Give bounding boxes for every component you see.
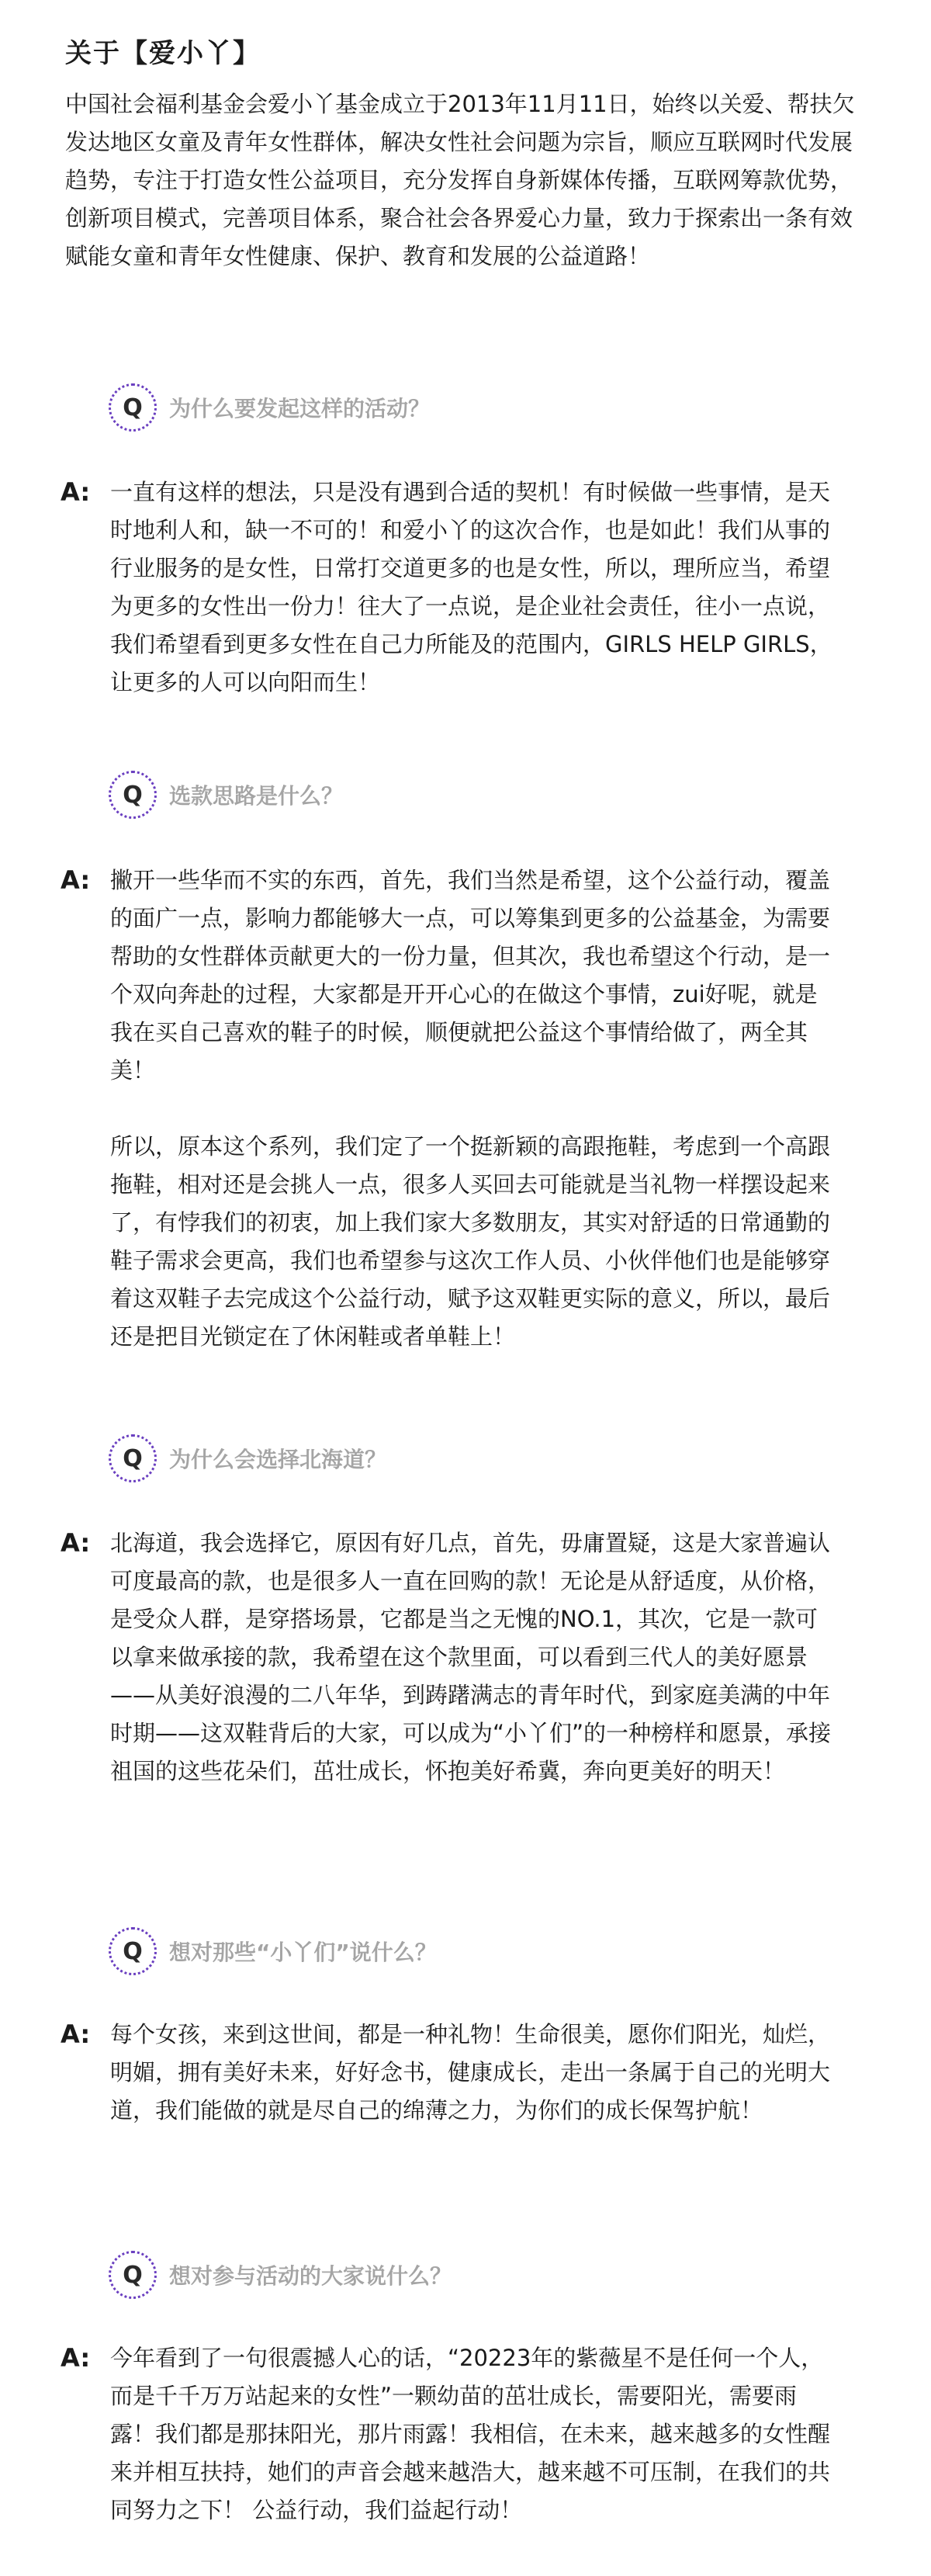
answer-paragraph: 所以，原本这个系列，我们定了一个挺新颖的高跟拖鞋，考虑到一个高跟拖鞋，相对还是会挑人一点，很多人买回去可能就是当礼物一样摆设起来了，有悖我们的初衷，加上我们家大多数朋友，其实对舒适的日常通勤的鞋子需求会更高，我们也希望参与这次工作人员、小伙伴他们也是能够穿着这双鞋子去完成这个公益行动，赋予这双鞋更实际的意义，所以，最后还是把目光锁定在了休闲鞋或者单鞋上！ <box>110 1133 831 1350</box>
question-text: 为什么要发起这样的活动？ <box>169 396 431 421</box>
question-4 <box>109 1927 437 1975</box>
answer-3 <box>61 1524 836 1791</box>
answer-label: A: <box>61 1528 91 1558</box>
q-badge-icon: Q <box>109 383 157 432</box>
question-5 <box>109 2251 452 2299</box>
question-text: 想对那些“小丫们”说什么？ <box>169 1940 437 1965</box>
intro-body: 中国社会福利基金会爱小丫基金成立于2013年11月11日，始终以关爱、帮扶欠发达地区女童及青年女性群体，解决女性社会问题为宗旨，顺应互联网时代发展趋势，专注于打造女性公益项目，充分发挥自身新媒体传播，互联网筹款优势，创新项目模式，完善项目体系，聚合社会各界爱心力量，致力于探索出一条有效赋能女童和青年女性健康、保护、教育和发展的公益道路！ <box>65 91 855 269</box>
answer-4 <box>61 2016 836 2130</box>
q-badge-icon: Q <box>109 2251 157 2299</box>
answer-body <box>110 1524 836 1791</box>
question-text: 选款思路是什么？ <box>169 783 344 809</box>
answer-body <box>110 2339 836 2529</box>
answer-paragraph: 撇开一些华而不实的东西，首先，我们当然是希望，这个公益行动，覆盖的面广一点，影响力都能够大一点，可以筹集到更多的公益基金，为需要帮助的女性群体贡献更大的一份力量，但其次，我也希望这个行动，是一个双向奔赴的过程，大家都是开开心心的在做这个事情，zui好呢，就是我在买自己喜欢的鞋子的时候，顺便就把公益这个事情给做了，两全其美！ <box>110 867 831 1083</box>
question-text: 想对参与活动的大家说什么？ <box>169 2263 452 2289</box>
answer-label: A: <box>61 477 91 507</box>
answer-paragraph: 今年看到了一句很震撼人心的话，“20223年的紫薇星不是任何一个人，而是千千万万站起来的女性”一颗幼苗的茁壮成长，需要阳光，需要雨露！我们都是那抹阳光，那片雨露！我相信，在未来，越来越多的女性醒来并相互扶持，她们的声音会越来越浩大，越来越不可压制，在我们的共同努力之下！ 公益行动，我们益起行动！ <box>110 2345 831 2523</box>
q-badge-icon: Q <box>109 771 157 819</box>
answer-body <box>110 862 836 1356</box>
answer-paragraph: 一直有这样的想法，只是没有遇到合适的契机！有时候做一些事情，是天时地利人和，缺一不可的！和爱小丫的这次合作，也是如此！我们从事的行业服务的是女性，日常打交道更多的也是女性，所以，理所应当，希望为更多的女性出一份力！往大了一点说，是企业社会责任，往小一点说，我们希望看到更多女性在自己力所能及的范围内，GIRLS HELP GIRLS，让更多的人可以向阳而生！ <box>110 479 832 695</box>
answer-paragraph: 每个女孩，来到这世间，都是一种礼物！生命很美，愿你们阳光，灿烂，明媚，拥有美好未来，好好念书，健康成长，走出一条属于自己的光明大道，我们能做的就是尽自己的绵薄之力，为你们的成长保驾护航！ <box>110 2021 831 2124</box>
q-badge-icon: Q <box>109 1927 157 1975</box>
question-2 <box>109 771 343 819</box>
question-text: 为什么会选择北海道？ <box>169 1447 387 1472</box>
answer-paragraph: 北海道，我会选择它，原因有好几点，首先，毋庸置疑，这是大家普遍认可度最高的款，也是很多人一直在回购的款！无论是从舒适度，从价格，是受众人群，是穿搭场景，它都是当之无愧的NO.1，其次，它是一款可以拿来做承接的款，我希望在这个款里面，可以看到三代人的美好愿景——从美好浪漫的二八年华，到踌躇满志的青年时代，到家庭美满的中年时期——这双鞋背后的大家，可以成为“小丫们”的一种榜样和愿景，承接祖国的这些花朵们，茁壮成长，怀抱美好希冀，奔向更美好的明天！ <box>110 1530 832 1784</box>
question-3 <box>109 1434 386 1482</box>
intro-title: 关于【爱小丫】 <box>65 38 261 69</box>
answer-label: A: <box>61 2343 91 2373</box>
answer-body <box>110 473 836 702</box>
answer-2 <box>61 862 836 1356</box>
answer-5 <box>61 2339 836 2529</box>
q-badge-icon: Q <box>109 1434 157 1482</box>
answer-label: A: <box>61 2020 91 2049</box>
answer-1 <box>61 473 836 702</box>
answer-label: A: <box>61 865 91 895</box>
question-1 <box>109 383 430 432</box>
answer-body <box>110 2016 836 2130</box>
